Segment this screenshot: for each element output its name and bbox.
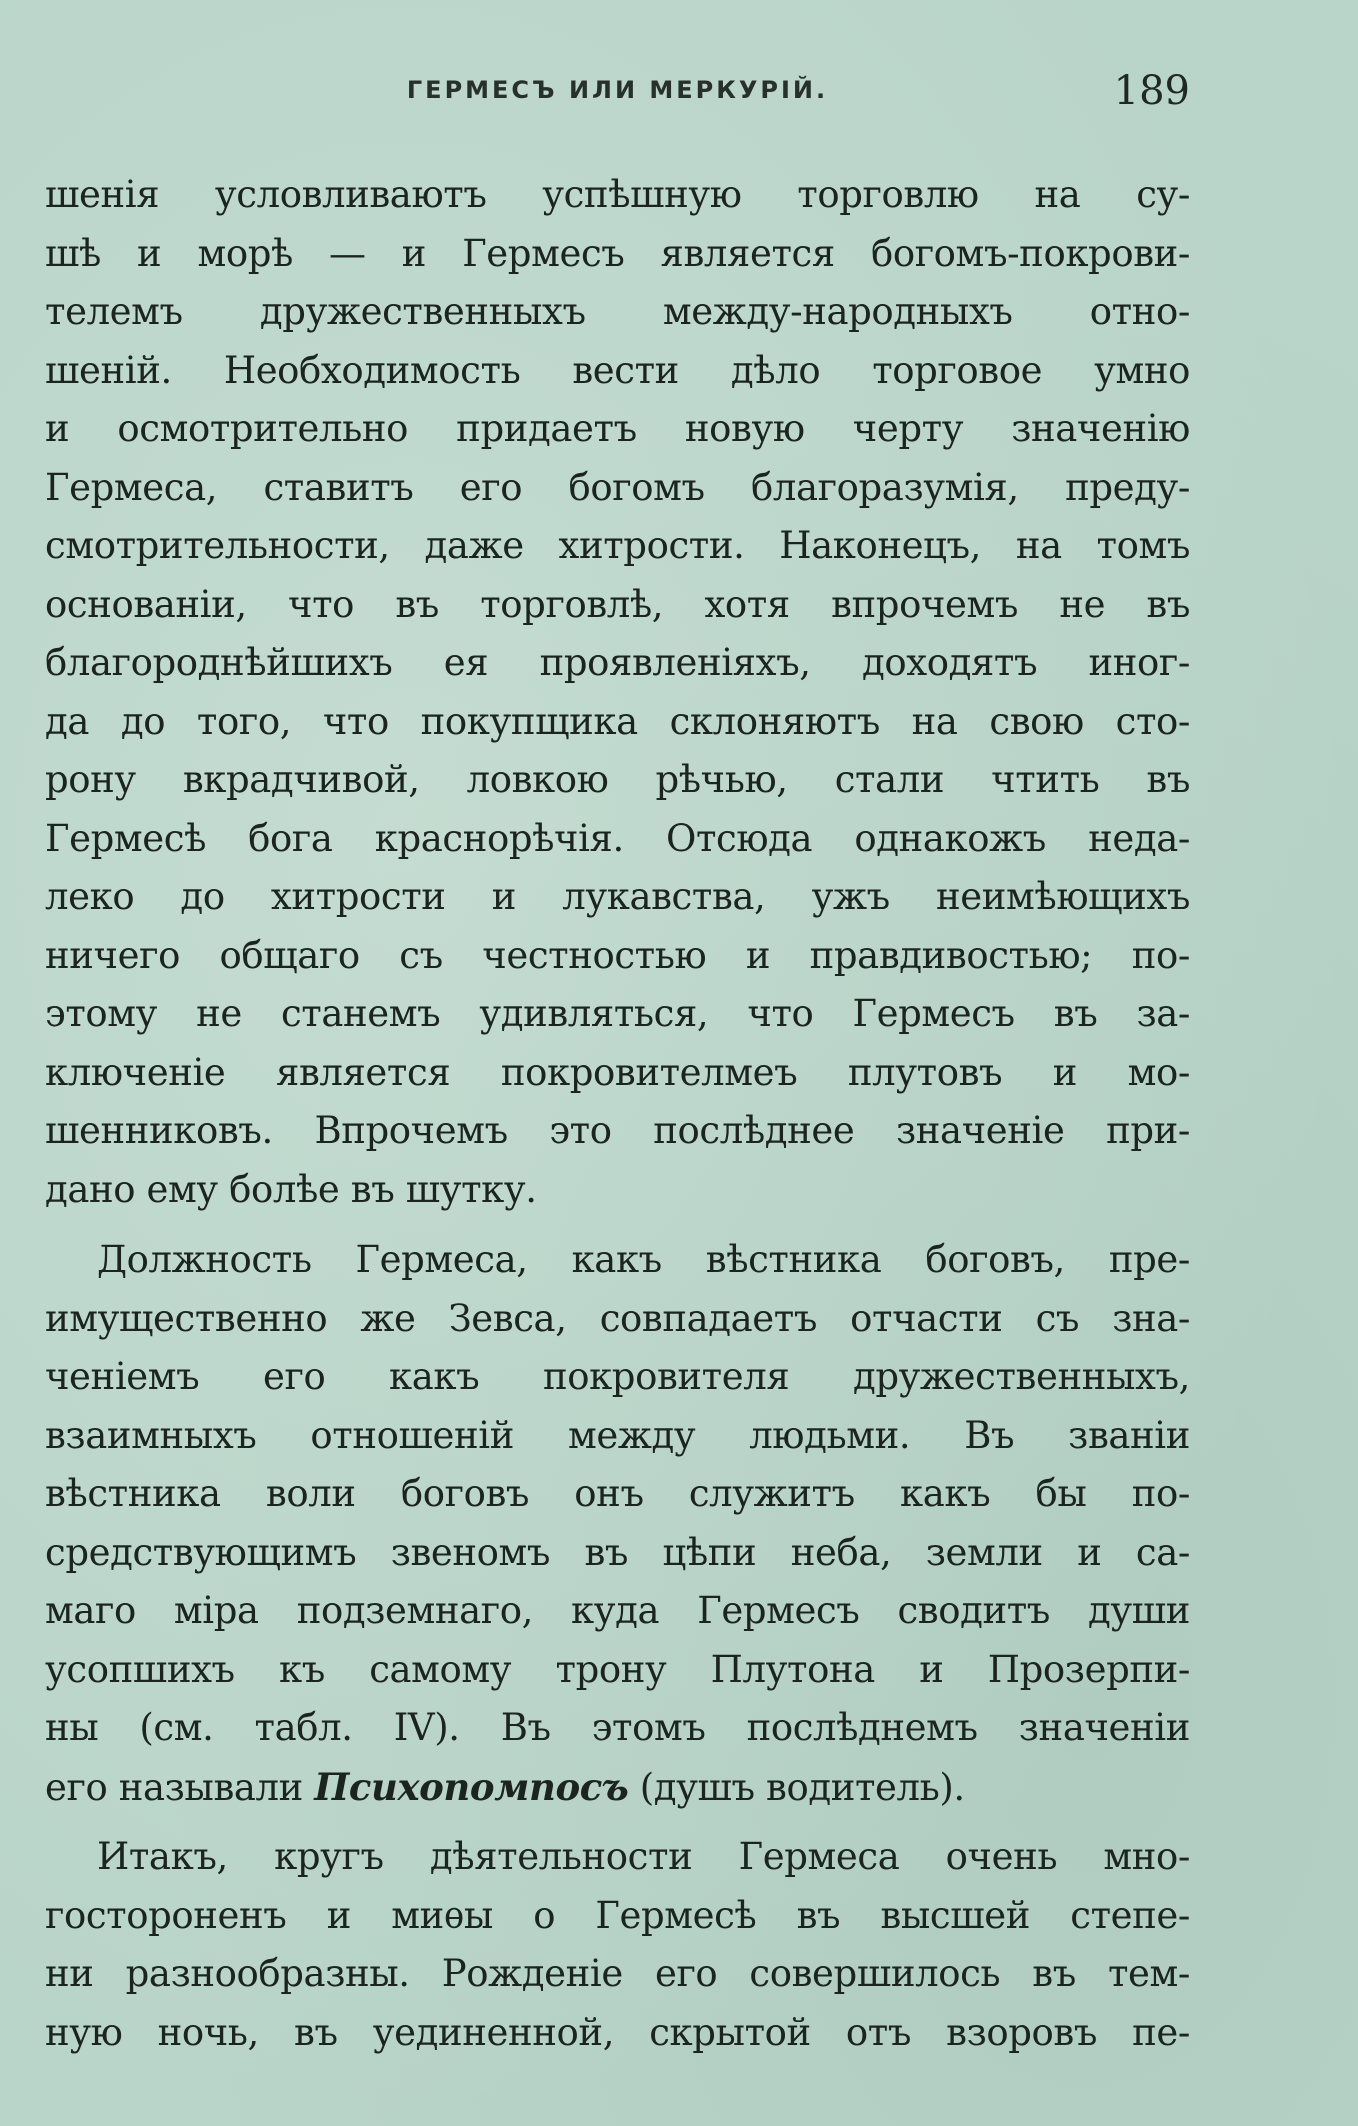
text-line: благороднѣйшихъ ея проявленіяхъ, доходятъ иног- — [45, 641, 1190, 684]
text-line: шеній. Необходимость вести дѣло торговое умно — [45, 348, 1190, 392]
text-line: основаніи, что въ торговлѣ, хотя впрочемъ не въ — [45, 582, 1190, 626]
text-line: Должность Гермеса, какъ вѣстника боговъ, пре- — [97, 1238, 1190, 1281]
text-line: телемъ дружественныхъ между-народныхъ отно- — [45, 290, 1190, 333]
text-run: (душъ водитель). — [628, 1765, 965, 1809]
paragraph-2 — [45, 1231, 1190, 1816]
text-line: ничего общаго съ честностью и правдивостью; по- — [45, 933, 1190, 977]
paragraph-1 — [45, 166, 1190, 1219]
text-line: рону вкрадчивой, ловкою рѣчью, стали чтить въ — [45, 758, 1190, 801]
text-line: имущественно же Зевса, совпадаетъ отчасти съ зна- — [45, 1296, 1190, 1340]
text-line: смотрительности, даже хитрости. Наконецъ, на томъ — [45, 524, 1190, 567]
text-line: шѣ и морѣ — и Гермесъ является богомъ-покрови- — [45, 231, 1190, 275]
text-line: шенія условливаютъ успѣшную торговлю на су- — [45, 173, 1190, 216]
text-line: Гермеса, ставитъ его богомъ благоразумія, преду- — [45, 465, 1190, 509]
page-header — [45, 68, 1190, 128]
text-line — [45, 1758, 1190, 1817]
text-line: леко до хитрости и лукавства, ужъ неимѣющихъ — [45, 875, 1190, 918]
page-number: 189 — [1113, 68, 1190, 114]
text-line: ключеніе является покровителмеъ плутовъ и мо- — [45, 1050, 1190, 1094]
italic-term: Психопомпосъ — [314, 1764, 629, 1809]
text-line: и осмотрительно придаетъ новую черту значенію — [45, 407, 1190, 450]
text-line: ни разнообразны. Рожденіе его совершилось въ тем- — [45, 1952, 1190, 1995]
text-line: ны (см. табл. IV). Въ этомъ послѣднемъ значеніи — [45, 1706, 1190, 1749]
text-line: ную ночь, въ уединенной, скрытой отъ взоровъ пе- — [45, 2010, 1190, 2054]
text-line: средствующимъ звеномъ въ цѣпи неба, земли и са- — [45, 1530, 1190, 1574]
body-text — [45, 166, 1190, 2062]
text-line: да до того, что покупщика склоняютъ на свою сто- — [45, 699, 1190, 743]
text-line: дано ему болѣе въ шутку. — [45, 1167, 537, 1211]
text-line: гостороненъ и миѳы о Гермесѣ въ высшей степе- — [45, 1893, 1190, 1937]
text-line: вѣстника воли боговъ онъ служитъ какъ бы по- — [45, 1472, 1190, 1515]
text-line: маго міра подземнаго, куда Гермесъ сводитъ души — [45, 1589, 1190, 1632]
text-line: этому не станемъ удивляться, что Гермесъ въ за- — [45, 992, 1190, 1035]
text-run: его называли — [45, 1765, 315, 1809]
text-line: усопшихъ къ самому трону Плутона и Прозерпи- — [45, 1647, 1190, 1691]
paragraph-3 — [45, 1828, 1190, 2062]
text-line: взаимныхъ отношеній между людьми. Въ званіи — [45, 1413, 1190, 1457]
text-line: Гермесѣ бога краснорѣчія. Отсюда однакожъ неда- — [45, 816, 1190, 860]
text-line: Итакъ, кругъ дѣятельности Гермеса очень мно- — [97, 1835, 1190, 1878]
text-line: ченіемъ его какъ покровителя дружественныхъ, — [45, 1355, 1190, 1398]
text-line: шенниковъ. Впрочемъ это послѣднее значеніе при- — [45, 1109, 1190, 1152]
running-title: ГЕРМЕСЪ ИЛИ МЕРКУРІЙ. — [406, 76, 829, 104]
